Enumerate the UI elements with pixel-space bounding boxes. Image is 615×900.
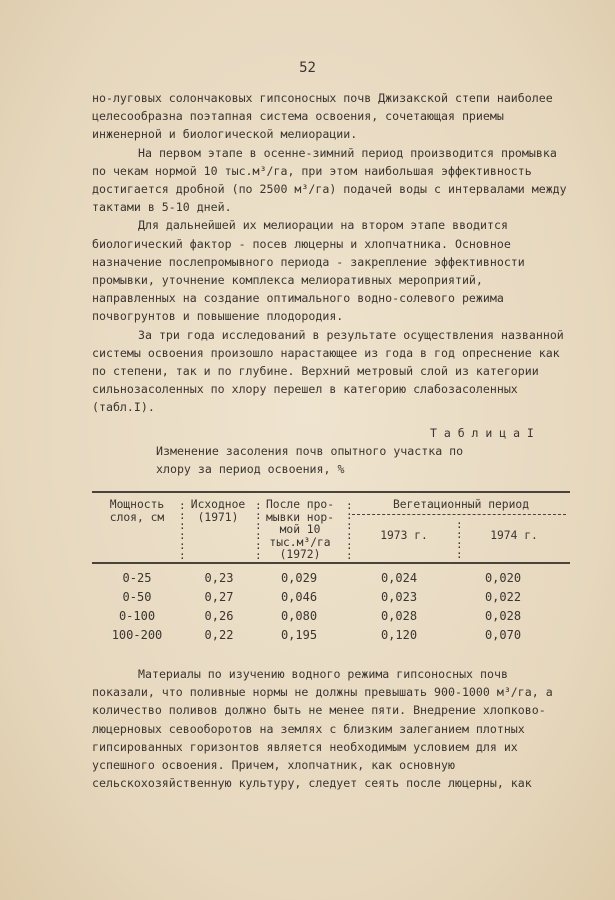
paragraph-3: Для дальнейшей их мелиорации на втором этапе вводится биологический фактор - посев люцерны и хлопчатника. Основное назначение послепромывного периода - закрепление эффективности промывки, уточнение комплекса мелиоративных мероприятий, направленных на создание оптимального водно-солевого режима почвогрунтов и повышение плодородия.	[92, 218, 525, 324]
cell-1973: 0,023	[380, 590, 418, 604]
cell-after: 0,046	[280, 590, 318, 604]
page-number: 52	[299, 60, 316, 76]
cell-depth: 0-25	[122, 571, 152, 585]
cell-initial: 0,26	[204, 609, 234, 623]
header-depth: Мощность слоя, см	[109, 498, 165, 524]
cell-initial: 0,27	[204, 590, 234, 604]
header-separator: : : : : : :	[346, 499, 353, 562]
header-vegetation-period: Вегетационный период	[392, 498, 530, 511]
cell-1973: 0,028	[380, 609, 418, 623]
table-label: Т а б л и ц а I	[430, 426, 534, 440]
cell-1973: 0,024	[380, 571, 418, 585]
cell-depth: 0-100	[118, 609, 156, 623]
cell-after: 0,029	[280, 571, 318, 585]
paragraph-1: но-луговых солончаковых гипсоносных почв Джизакской степи наиболее целесообразна поэтапная система освоения, сочетающая приемы инженерной и биологической мелиорации.	[92, 91, 553, 142]
paragraph-4: За три года исследований в результате осуществления названной системы освоения произошло нарастающее из года в год опреснение как по степени, так и по глубине. Верхний метровый слой из категории сильнозасоленных по хлору перешел в категорию слабозасоленных (табл.I).	[92, 327, 564, 415]
cell-1973: 0,120	[380, 628, 418, 642]
table-caption-line-2: хлору за период освоения, %	[156, 462, 345, 476]
cell-1974: 0,022	[484, 590, 522, 604]
cell-1974: 0,070	[484, 628, 522, 642]
cell-after: 0,080	[280, 609, 318, 623]
cell-1974: 0,028	[484, 609, 522, 623]
paragraph-5: Материалы по изучению водного режима гипсоносных почв показали, что поливные нормы не должны превышать 900-1000 м³/га, а количество поливов должно быть не менее пяти. Внедрение хлопково-люцерновых севооборотов на землях с близким залеганием плотных гипсированных горизонтов является необходимым условием для их успешного освоения. Причем, хлопчатник, как основную сельскохозяйственную культуру, следует сеять после люцерны, как	[92, 667, 553, 791]
header-separator: : : : : : :	[179, 499, 186, 562]
cell-depth: 0-50	[122, 590, 152, 604]
header-1973: 1973 г.	[380, 529, 428, 542]
cell-depth: 100-200	[111, 628, 163, 642]
header-vegetation-underline	[352, 514, 566, 515]
table-caption-line-1: Изменение засоления почв опытного участка по	[156, 444, 464, 458]
cell-initial: 0,22	[204, 628, 234, 642]
cell-initial: 0,23	[204, 571, 234, 585]
text-block-top	[92, 89, 570, 417]
cell-1974: 0,020	[484, 571, 522, 585]
header-initial: Исходное (1971)	[190, 498, 246, 524]
header-1974: 1974 г.	[490, 529, 538, 542]
header-separator: : : : :	[456, 518, 463, 561]
table-top-rule	[92, 491, 570, 493]
table-header-rule	[92, 562, 570, 564]
cell-after: 0,195	[280, 628, 318, 642]
paragraph-2: На первом этапе в осенне-зимний период производится промывка по чекам нормой 10 тыс.м³/га, при этом наибольшая эффективность достигается дробной (по 2500 м³/га) подачей воды с интервалами между тактами в 5-10 дней.	[92, 145, 567, 215]
header-separator: : : : : : :	[255, 499, 262, 562]
text-block-bottom	[92, 665, 570, 792]
header-after-wash: После про- мывки нор- мой 10 тыс.м³/га (1972)	[265, 498, 334, 561]
